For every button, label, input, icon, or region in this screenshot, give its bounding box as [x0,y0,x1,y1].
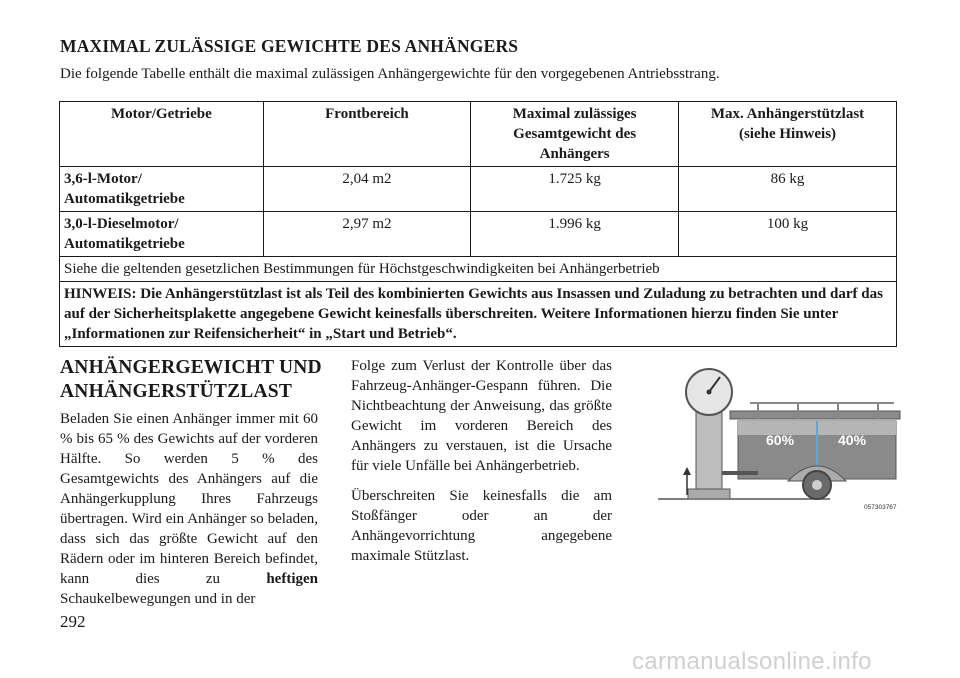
front-area-cell: 2,97 m2 [263,212,471,257]
section-title: MAXIMAL ZULÄSSIGE GEWICHTE DES ANHÄNGERS [60,36,519,56]
body-text-column-2 [351,356,612,576]
max-weight-cell: 1.725 kg [471,167,679,212]
rear-percentage-label: 40% [838,432,867,448]
trailer-weight-illustration [658,361,904,515]
col1-bold-text: heftigen [266,571,318,587]
tongue-load-cell: 100 kg [679,212,897,257]
table-footer-row [60,257,897,282]
front-percentage-label: 60% [766,432,795,448]
col2-paragraph-2: Überschreiten Sie keinesfalls die am Stoßfänger oder an der Anhängevorrichtung angegebene maximale Stützlast. [351,488,612,564]
body-text-column-1 [60,409,318,609]
table-note-row [60,282,897,347]
table-row [60,212,897,257]
site-watermark: carmanualsonline.info [632,648,872,675]
engine-cell [60,167,264,212]
col1-tail-text: Schaukelbewegungen und in der [60,591,256,607]
engine-line1: 3,6-l-Motor/ [64,171,142,187]
header-front-area: Frontbereich [263,102,471,167]
header-tongue-load [679,102,897,167]
tongue-load-cell: 86 kg [679,167,897,212]
header-tongue-load-text: Max. Anhängerstützlast (siehe Hinweis) [710,106,865,142]
page-number: 292 [60,612,86,631]
engine-line1: 3,0-l-Dieselmotor/ [64,216,179,232]
header-engine: Motor/Getriebe [60,102,264,167]
table-header-row [60,102,897,167]
front-area-cell: 2,04 m2 [263,167,471,212]
engine-line2: Automatikgetriebe [64,191,185,207]
tongue-load-note: HINWEIS: Die Anhängerstützlast ist als Teil des kombinierten Gewichts aus Insassen und Zuladung zu betrachten und darf das auf der Sicherheitsplakette angegebene Gewicht keinesfalls überschreiten. Weitere Informationen hierzu finden Sie unter „Informationen zur Reifensicherheit“ in „Start und Betrieb“. [60,282,897,347]
header-max-weight-text: Maximal zulässiges Gesamtgewicht des Anhängers [512,106,637,162]
speed-regulation-note: Siehe die geltenden gesetzlichen Bestimmungen für Höchstgeschwindigkeiten bei Anhängerbetrieb [60,257,897,282]
table-row [60,167,897,212]
intro-text: Die folgende Tabelle enthält die maximal zulässigen Anhängergewichte für den vorgegebenen Antriebsstrang. [60,66,720,82]
trailer-weight-table [59,101,897,347]
col1-text: Beladen Sie einen Anhänger immer mit 60 % bis 65 % des Gewichts auf der vorderen Hälfte. So werden 5 % des Gesamtgewichts des Anhängers auf die Anhängerkupplung Ihres Fahrzeugs übertragen. Wird ein Anhänger so beladen, dass sich das größte Gewicht auf den Rädern oder im hinteren Bereich befindet, kann dies zu [60,411,318,587]
figure-code: 057303767 [864,504,897,511]
section-heading: ANHÄNGERGEWICHT UND ANHÄNGERSTÜTZLAST [60,357,322,402]
header-max-weight [471,102,679,167]
engine-line2: Automatikgetriebe [64,236,185,252]
engine-cell [60,212,264,257]
col2-paragraph-1: Folge zum Verlust der Kontrolle über das Fahrzeug-Anhänger-Gespann führen. Die Nichtbeachtung der Anweisung, das größte Gewicht im vorderen Bereich des Anhängers zu verstauen, ist die Ursache für viele Unfälle bei Anhängerbetrieb. [351,358,612,474]
max-weight-cell: 1.996 kg [471,212,679,257]
